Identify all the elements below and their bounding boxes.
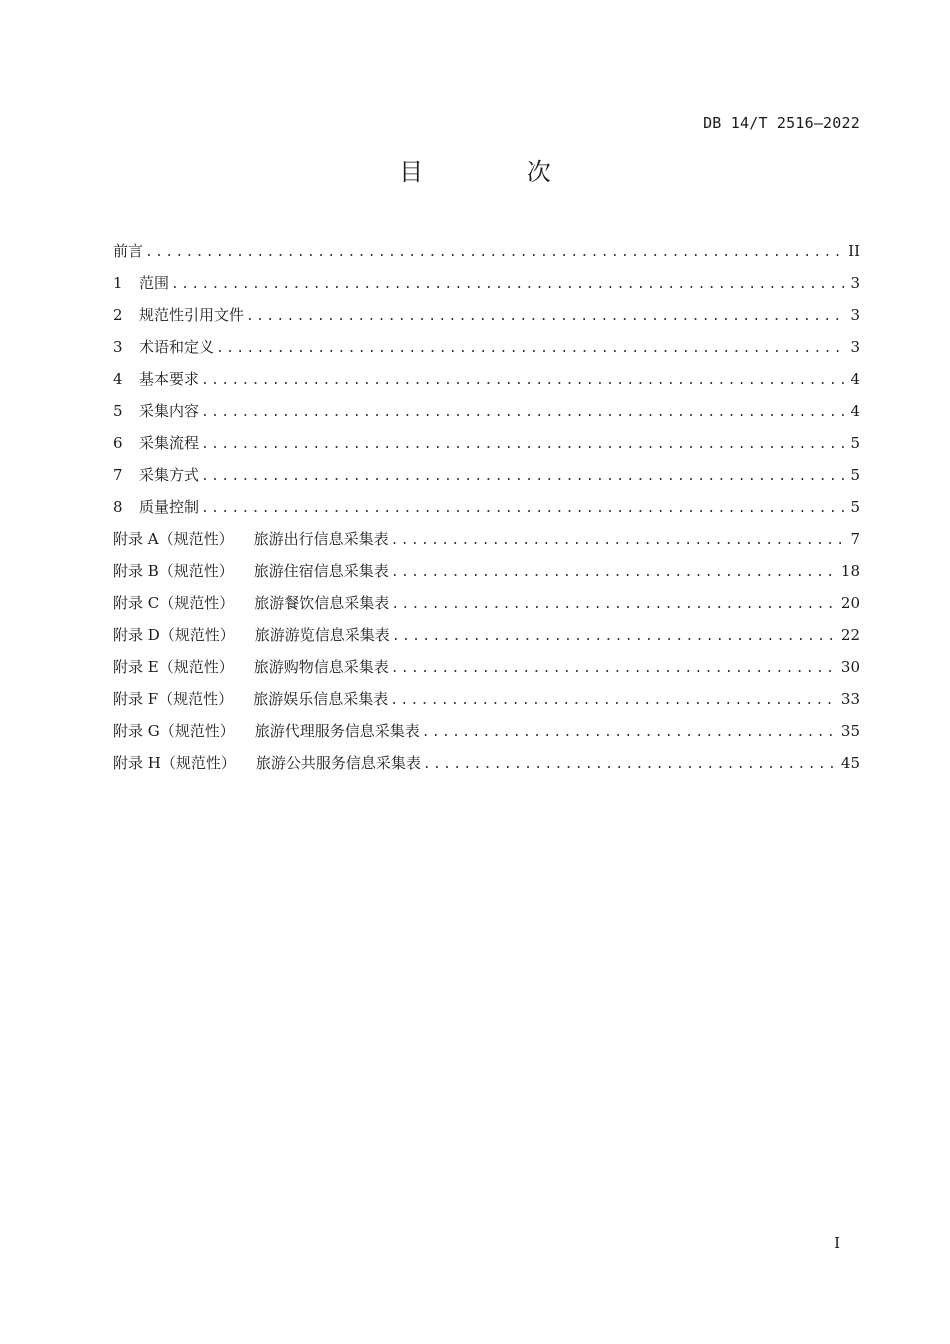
toc-entry-number: 6 [113,434,123,452]
toc-entry-appendix-prefix: 附录 G（规范性） [113,722,235,740]
toc-entry[interactable] [113,363,860,395]
toc-entry[interactable] [113,331,860,363]
toc-entry-page: 35 [840,722,860,740]
toc-entry[interactable] [113,299,860,331]
toc-entry-appendix-prefix: 附录 D（规范性） [113,626,235,644]
toc-entry-label: 规范性引用文件 [139,306,245,324]
toc-entry-appendix-prefix: 附录 E（规范性） [113,658,234,676]
toc-entry-page: 4 [850,402,860,420]
toc-title: 目 次 [399,158,599,186]
toc-entry[interactable] [113,715,860,747]
toc-entry[interactable] [113,459,860,491]
toc-entry-label: 旅游出行信息采集表 [253,530,389,548]
toc-entry[interactable] [113,747,860,779]
toc-entry[interactable] [113,619,860,651]
toc-entry-label: 旅游娱乐信息采集表 [253,690,389,708]
toc-entry-dot-leader [201,461,846,493]
toc-entry-number: 2 [113,306,123,324]
toc-entry-appendix-prefix: 附录 B（规范性） [113,562,234,580]
toc-entry-label: 范围 [139,274,170,292]
toc-entry-dot-leader [171,269,846,301]
toc-entry-dot-leader [391,589,837,621]
toc-entry-page: 5 [850,434,860,452]
toc-entry[interactable] [113,523,860,555]
toc-entry-appendix-prefix: 附录 F（规范性） [113,690,234,708]
toc-entry-label: 采集内容 [139,402,200,420]
toc-entry-dot-leader [201,397,846,429]
toc-entry-number: 4 [113,370,123,388]
toc-entry-page: 30 [840,658,860,676]
toc-entry-page: 4 [850,370,860,388]
toc-entry-page: 20 [840,594,860,612]
toc-entry-label: 术语和定义 [139,338,215,356]
toc-entry-appendix-prefix: 附录 A（规范性） [113,530,234,548]
toc-entry-dot-leader [201,493,846,525]
document-code: DB 14/T 2516—2022 [703,114,860,132]
toc-entry-page: 3 [850,338,860,356]
toc-entry[interactable] [113,235,860,267]
table-of-contents [113,235,860,779]
toc-entry-label: 基本要求 [139,370,200,388]
toc-entry-page: 22 [840,626,860,644]
page-number: I [834,1234,840,1252]
toc-entry-appendix-prefix: 附录 H（规范性） [113,754,236,772]
toc-entry-page: 3 [850,306,860,324]
toc-entry-dot-leader [216,333,846,365]
toc-entry[interactable] [113,491,860,523]
toc-entry-dot-leader [392,621,837,653]
toc-entry-dot-leader [422,717,837,749]
toc-entry-label: 旅游餐饮信息采集表 [254,594,390,612]
toc-entry-number: 8 [113,498,123,516]
toc-entry-label: 采集方式 [139,466,200,484]
toc-entry-page: 7 [850,530,860,548]
toc-entry-dot-leader [391,557,837,589]
toc-entry-label: 旅游住宿信息采集表 [253,562,389,580]
toc-entry-label: 旅游公共服务信息采集表 [255,754,421,772]
toc-entry-dot-leader [201,365,846,397]
toc-entry-dot-leader [423,749,837,781]
toc-entry-number: 1 [113,274,123,292]
toc-entry-page: 45 [840,754,860,772]
toc-entry-page: 18 [840,562,860,580]
toc-entry[interactable] [113,587,860,619]
toc-entry-dot-leader [145,237,844,269]
toc-entry[interactable] [113,267,860,299]
toc-entry-number: 3 [113,338,123,356]
toc-entry-page: 3 [850,274,860,292]
toc-entry-appendix-prefix: 附录 C（规范性） [113,594,235,612]
toc-entry-label: 采集流程 [139,434,200,452]
toc-entry[interactable] [113,683,860,715]
toc-entry[interactable] [113,555,860,587]
toc-entry-page: 33 [840,690,860,708]
toc-entry-number: 7 [113,466,123,484]
toc-entry-page: 5 [850,466,860,484]
toc-entry-dot-leader [246,301,846,333]
toc-entry-dot-leader [390,685,837,717]
toc-entry[interactable] [113,651,860,683]
toc-entry[interactable] [113,427,860,459]
toc-entry-label: 旅游购物信息采集表 [253,658,389,676]
toc-entry-label: 旅游游览信息采集表 [254,626,390,644]
toc-entry[interactable] [113,395,860,427]
toc-entry-dot-leader [391,653,837,685]
toc-entry-page: II [848,242,860,260]
toc-entry-label: 前言 [113,242,144,260]
toc-entry-number: 5 [113,402,123,420]
toc-entry-page: 5 [850,498,860,516]
toc-entry-label: 质量控制 [139,498,200,516]
toc-entry-label: 旅游代理服务信息采集表 [254,722,420,740]
toc-entry-dot-leader [391,525,846,557]
toc-entry-dot-leader [201,429,846,461]
